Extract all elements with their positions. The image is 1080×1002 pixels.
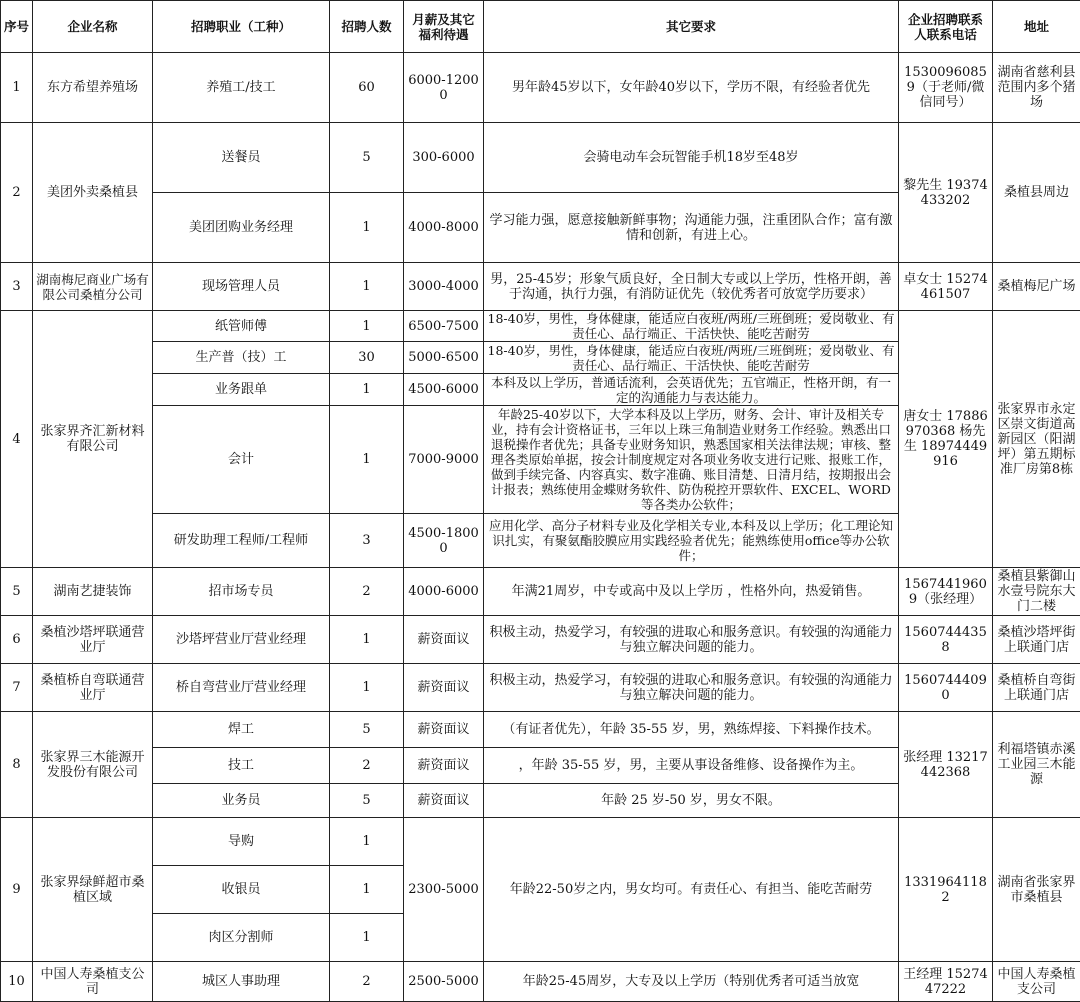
salary: 7000-9000	[404, 406, 484, 514]
table-row	[1, 123, 1080, 193]
job-title: 业务员	[153, 784, 330, 818]
job-title: 桥自弯营业厅营业经理	[153, 664, 330, 712]
job-title: 生产普（技）工	[153, 342, 330, 374]
hire-count: 2	[330, 748, 404, 784]
contact: 15607444090	[899, 664, 993, 712]
requirements: 年龄22-50岁之内，男女均可。有责任心、有担当、能吃苦耐劳	[484, 818, 899, 962]
requirements: 本科及以上学历，普通话流利，会英语优先；五官端正，性格开朗，有一定的沟通能力与表达能力。	[484, 374, 899, 406]
address: 桑植县周边	[993, 123, 1080, 263]
requirements: 积极主动，热爱学习，有较强的进取心和服务意识。有较强的沟通能力与独立解决问题的能力。	[484, 616, 899, 664]
contact: 13319641182	[899, 818, 993, 962]
table-row	[1, 263, 1080, 311]
requirements: 年龄25-45周岁，大专及以上学历（特别优秀者可适当放宽	[484, 962, 899, 1002]
job-title: 会计	[153, 406, 330, 514]
hire-count: 1	[330, 616, 404, 664]
header-address: 地址	[993, 1, 1080, 53]
company-name: 湖南梅尼商业广场有限公司桑植分公司	[33, 263, 153, 311]
table-row	[1, 664, 1080, 712]
company-name: 中国人寿桑植支公司	[33, 962, 153, 1002]
job-title: 沙塔坪营业厅营业经理	[153, 616, 330, 664]
requirements: 男，25-45岁；形象气质良好，全日制大专或以上学历，性格开朗，善于沟通，执行力强，有消防证优先（较优秀者可放宽学历要求）	[484, 263, 899, 311]
requirements: 年龄 25 岁-50 岁，男女不限。	[484, 784, 899, 818]
hire-count: 30	[330, 342, 404, 374]
salary: 4000-8000	[404, 193, 484, 263]
company-name: 桑植桥自弯联通营业厅	[33, 664, 153, 712]
address: 桑植梅尼广场	[993, 263, 1080, 311]
hire-count: 60	[330, 53, 404, 123]
header-row	[1, 1, 1080, 53]
header-requirements: 其它要求	[484, 1, 899, 53]
requirements: 18-40岁，男性，身体健康，能适应白夜班/两班/三班倒班；爱岗敬业、有责任心、品行端正、干活快快、能吃苦耐劳	[484, 311, 899, 342]
salary: 2300-5000	[404, 818, 484, 962]
requirements: 积极主动，热爱学习，有较强的进取心和服务意识。有较强的沟通能力与独立解决问题的能力。	[484, 664, 899, 712]
hire-count: 1	[330, 664, 404, 712]
requirements: 应用化学、高分子材料专业及化学相关专业,本科及以上学历；化工理论知识扎实，有聚氨酯胶膜应用实践经验者优先；能熟练使用office等办公软件；	[484, 514, 899, 568]
salary: 300-6000	[404, 123, 484, 193]
table-row	[1, 311, 1080, 342]
row-number: 10	[1, 962, 33, 1002]
job-title: 美团团购业务经理	[153, 193, 330, 263]
address: 利福塔镇赤溪工业园三木能源	[993, 712, 1080, 818]
hire-count: 5	[330, 712, 404, 748]
hire-count: 1	[330, 818, 404, 866]
company-name: 张家界绿鲜超市桑植区域	[33, 818, 153, 962]
address: 桑植县紫御山水壹号院东大门二楼	[993, 568, 1080, 616]
hire-count: 2	[330, 568, 404, 616]
contact: 张经理 13217442368	[899, 712, 993, 818]
job-title: 研发助理工程师/工程师	[153, 514, 330, 568]
contact: 15300960859（于老师/微信同号）	[899, 53, 993, 123]
job-title: 城区人事助理	[153, 962, 330, 1002]
company-name: 张家界齐汇新材料有限公司	[33, 311, 153, 568]
contact: 卓女士 15274461507	[899, 263, 993, 311]
row-number: 6	[1, 616, 33, 664]
header-contact: 企业招聘联系人联系电话	[899, 1, 993, 53]
job-title: 技工	[153, 748, 330, 784]
salary: 6000-12000	[404, 53, 484, 123]
requirements: 学习能力强，愿意接触新鲜事物；沟通能力强，注重团队合作；富有激情和创新，有进上心。	[484, 193, 899, 263]
salary: 4500-6000	[404, 374, 484, 406]
row-number: 9	[1, 818, 33, 962]
row-number: 7	[1, 664, 33, 712]
row-number: 2	[1, 123, 33, 263]
company-name: 美团外卖桑植县	[33, 123, 153, 263]
requirements: ，年龄 35-55 岁，男，主要从事设备维修、设备操作为主。	[484, 748, 899, 784]
job-title: 纸管师傅	[153, 311, 330, 342]
header-salary: 月薪及其它福利待遇	[404, 1, 484, 53]
address: 张家界市永定区崇文街道高新园区（阳湖坪）第五期标准厂房第8栋	[993, 311, 1080, 568]
contact: 唐女士 17886970368 杨先生 18974449916	[899, 311, 993, 568]
contact: 15674419609（张经理）	[899, 568, 993, 616]
contact: 黎先生 19374433202	[899, 123, 993, 263]
row-number: 3	[1, 263, 33, 311]
table-row	[1, 962, 1080, 1002]
requirements: 会骑电动车会玩智能手机18岁至48岁	[484, 123, 899, 193]
address: 湖南省张家界市桑植县	[993, 818, 1080, 962]
hire-count: 1	[330, 193, 404, 263]
salary: 薪资面议	[404, 784, 484, 818]
contact: 王经理 1527447222	[899, 962, 993, 1002]
hire-count: 1	[330, 374, 404, 406]
hire-count: 1	[330, 406, 404, 514]
hire-count: 1	[330, 311, 404, 342]
address: 桑植沙塔坪街上联通门店	[993, 616, 1080, 664]
salary: 薪资面议	[404, 664, 484, 712]
hire-count: 2	[330, 962, 404, 1002]
row-number: 4	[1, 311, 33, 568]
job-title: 送餐员	[153, 123, 330, 193]
address: 湖南省慈利县范围内多个猪场	[993, 53, 1080, 123]
job-title: 肉区分割师	[153, 914, 330, 962]
company-name: 张家界三木能源开发股份有限公司	[33, 712, 153, 818]
salary: 薪资面议	[404, 616, 484, 664]
header-count: 招聘人数	[330, 1, 404, 53]
header-no: 序号	[1, 1, 33, 53]
job-title: 养殖工/技工	[153, 53, 330, 123]
table-row	[1, 616, 1080, 664]
salary: 薪资面议	[404, 712, 484, 748]
hire-count: 5	[330, 123, 404, 193]
hire-count: 1	[330, 914, 404, 962]
address: 桑植桥自弯街上联通门店	[993, 664, 1080, 712]
row-number: 5	[1, 568, 33, 616]
table-row	[1, 818, 1080, 866]
salary: 6500-7500	[404, 311, 484, 342]
row-number: 8	[1, 712, 33, 818]
salary: 5000-6500	[404, 342, 484, 374]
salary: 4500-18000	[404, 514, 484, 568]
hire-count: 1	[330, 866, 404, 914]
salary: 3000-4000	[404, 263, 484, 311]
job-title: 收银员	[153, 866, 330, 914]
requirements: 18-40岁，男性，身体健康，能适应白夜班/两班/三班倒班；爱岗敬业、有责任心、品行端正、干活快快、能吃苦耐劳	[484, 342, 899, 374]
job-title: 现场管理人员	[153, 263, 330, 311]
company-name: 湖南艺捷装饰	[33, 568, 153, 616]
job-title: 焊工	[153, 712, 330, 748]
salary: 薪资面议	[404, 748, 484, 784]
requirements: 年满21周岁，中专或高中及以上学历 ，性格外向，热爱销售。	[484, 568, 899, 616]
table-row	[1, 712, 1080, 748]
table-row	[1, 568, 1080, 616]
salary: 4000-6000	[404, 568, 484, 616]
hire-count: 5	[330, 784, 404, 818]
requirements: （有证者优先），年龄 35-55 岁，男，熟练焊接、下料操作技术。	[484, 712, 899, 748]
job-title: 导购	[153, 818, 330, 866]
hire-count: 1	[330, 263, 404, 311]
job-title: 业务跟单	[153, 374, 330, 406]
requirements: 男年龄45岁以下，女年龄40岁以下，学历不限，有经验者优先	[484, 53, 899, 123]
job-title: 招市场专员	[153, 568, 330, 616]
requirements: 年龄25-40岁以下，大学本科及以上学历，财务、会计、审计及相关专业，持有会计资格证书，三年以上珠三角制造业财务工作经验。熟悉出口退税操作者优先；具备专业财务知识，熟悉国家相关法律法规；审核、整理各类原始单据，按会计制度规定对各项业务收支进行记账、报账工作，做到手续完备、内容真实、数字准确、账目清楚、日清月结，按期报出会计报表；熟练使用金蝶财务软件、防伪税控开票软件、EXCEL、WORD等各类办公软件；	[484, 406, 899, 514]
company-name: 桑植沙塔坪联通营业厅	[33, 616, 153, 664]
contact: 15607444358	[899, 616, 993, 664]
table-row	[1, 53, 1080, 123]
header-job: 招聘职业（工种）	[153, 1, 330, 53]
salary: 2500-5000	[404, 962, 484, 1002]
row-number: 1	[1, 53, 33, 123]
hire-count: 3	[330, 514, 404, 568]
header-company: 企业名称	[33, 1, 153, 53]
address: 中国人寿桑植支公司	[993, 962, 1080, 1002]
company-name: 东方希望养殖场	[33, 53, 153, 123]
